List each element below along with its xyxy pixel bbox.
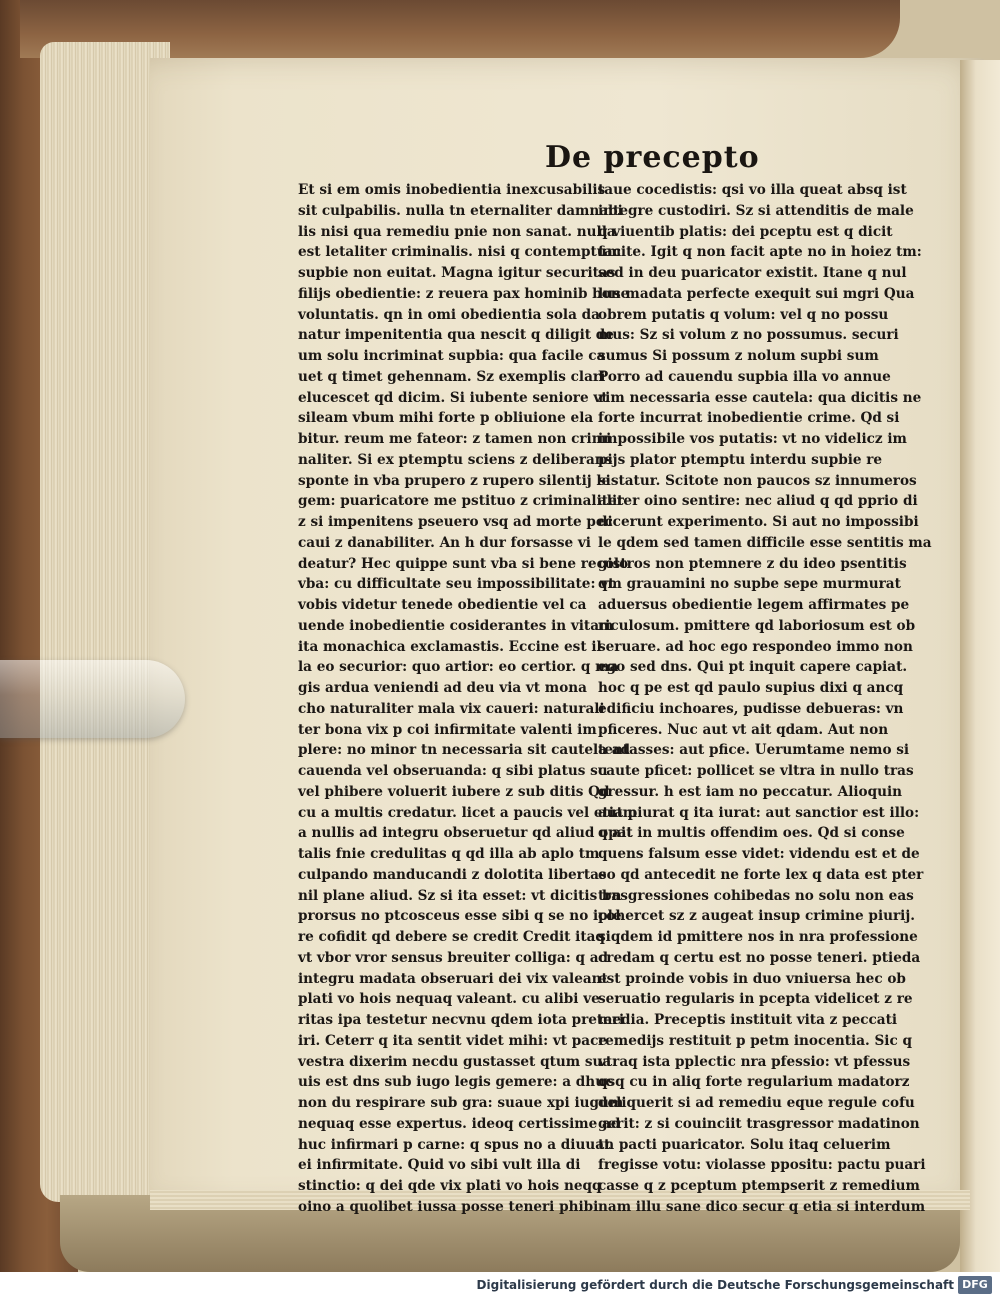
- text-line: naliter. Si ex ptemptu sciens z deliberans: [298, 451, 613, 468]
- text-line: uis est dns sub iugo legis gemere: a dhuc: [298, 1074, 614, 1091]
- text-line: non du respirare sub gra: suaue xpi iugum: [298, 1095, 624, 1111]
- text-line: sed in deu puaricator existit. Itane q nul: [598, 265, 907, 281]
- text-line: uet q timet gehennam. Sz exemplis clari: [298, 368, 606, 385]
- text-line: supbie non euitat. Magna igitur securitas: [298, 265, 616, 281]
- text-line: q viuentib platis: dei pceptu est q dicit: [598, 223, 893, 240]
- text-line: nam illu sane dico secur q etia si interdum: [598, 1198, 926, 1215]
- footer-bar: [0, 1272, 1000, 1299]
- text-line: talis fnie credulitas q qd illa ab aplo tm: [298, 846, 600, 862]
- text-line: nequaq esse expertus. ideoq certissime ad: [298, 1115, 621, 1132]
- text-line: trasgressiones cohibedas no solu non eas: [598, 887, 914, 904]
- text-line: ita monachica exclamastis. Eccine est il: [298, 638, 602, 655]
- funding-credit: Digitalisierung gefördert durch die Deutsche Forschungsgemeinschaft: [476, 1278, 954, 1292]
- text-line: casse q z pceptum ptempserit z remedium: [598, 1178, 920, 1194]
- text-line: taue cocedistis: qsi vo illa queat absq ist: [598, 182, 907, 198]
- text-line: impossibile vos putatis: vt no videlicz im: [598, 431, 907, 447]
- text-line: gressur. h est iam no peccatur. Alioquin: [598, 783, 903, 800]
- text-line: huc infirmari p carne: q spus no a diuuat: [298, 1136, 611, 1153]
- text-line: qsq cu in aliq forte regularium madatorz: [598, 1074, 910, 1091]
- text-line: lis nisi qua remediu pnie non sanat. nulla: [298, 223, 616, 240]
- text-line: vba: cu difficultate seu impossibilitate: vt: [298, 576, 615, 593]
- text-line: quens falsum esse videt: videndu est et de: [598, 846, 920, 862]
- text-line: z si impenitens pseuero vsq ad morte pec: [298, 514, 613, 530]
- text-line: caui z danabiliter. An h dur forsasse vi: [298, 534, 591, 551]
- text-line: media. Preceptis instituit vita z peccati: [598, 1012, 898, 1028]
- text-line: oino a quolibet iussa posse teneri phibi: [298, 1198, 599, 1215]
- dfg-logo: DFG: [958, 1276, 992, 1294]
- text-line: le qdem sed tamen difficile esse sentitis ma: [598, 534, 932, 551]
- text-line: sistatur. Scitote non paucos sz innumeros: [598, 472, 917, 489]
- text-line: bitur. reum me fateor: z tamen non crimi: [298, 431, 612, 447]
- text-line: vt vbor vror sensus breuiter colliga: q ad: [298, 949, 609, 966]
- text-line: riculosum. pmittere qd laboriosum est ob: [598, 617, 916, 634]
- text-line: vestra dixerim necdu gustasset qtum sua: [298, 1053, 612, 1070]
- text-line: integru madata obseruari dei vix valeant: [298, 970, 608, 987]
- text-line: seruatio regularis in pcepta videlicet z re: [598, 991, 913, 1008]
- text-line: Et si em omis inobedientia inexcusabilis: [298, 182, 606, 198]
- text-line: deliquerit si ad remediu eque regule cofu: [598, 1095, 915, 1111]
- text-line: est letaliter criminalis. nisi q contemptum: [298, 244, 622, 261]
- text-line: nil plane aliud. Sz si ita esset: vt dicitis bn: [298, 887, 622, 904]
- text-line: gerit: z si couinciit trasgressor madatinon: [598, 1115, 920, 1132]
- text-line: gis ardua veniendi ad deu via vt mona: [298, 680, 587, 696]
- text-line: caute pficet: pollicet se vltra in nullo tras: [598, 763, 914, 779]
- text-line: stinctio: q dei qde vix plati vo hois neqq: [298, 1178, 602, 1194]
- text-line: integre custodiri. Sz si attenditis de male: [598, 202, 914, 219]
- text-line: siqdem id pmittere nos in nra professione: [598, 929, 918, 945]
- text-line: a nullis ad integru obseruetur qd aliud opat: [298, 825, 633, 842]
- text-line: plati vo hois nequaq valeant. cu alibi ve: [298, 991, 600, 1008]
- text-line: cohercet sz z augeat insup crimine piurij.: [598, 908, 915, 925]
- text-line: ego sed dns. Qui pt inquit capere capiat.: [598, 659, 908, 676]
- text-line: forte incurrat inobedientie crime. Qd si: [598, 410, 900, 427]
- text-line: vtraq ista pplectic nra pfessio: vt pfessus: [598, 1053, 911, 1070]
- text-line: q ait in multis offendim oes. Qd si conse: [598, 825, 905, 842]
- text-line: filijs obedientie: z reuera pax hominib bone: [298, 285, 630, 302]
- text-line: natur impenitentia qua nescit q diligit de: [298, 327, 614, 344]
- text-line: obrem putatis q volum: vel q no possu: [598, 306, 889, 323]
- text-line: rim necessaria esse cautela: qua dicitis ne: [598, 389, 922, 406]
- text-line: voluntatis. qn in omi obedientia sola da: [298, 306, 600, 323]
- text-line: eo qd antecedit ne forte lex q data est pter: [598, 866, 924, 883]
- text-line: lus madata perfecte exequit sui mgri Qua: [598, 285, 915, 302]
- text-line: aduersus obedientie legem affirmates pe: [598, 597, 910, 613]
- text-line: tn pacti puaricator. Solu itaq celuerim: [598, 1136, 891, 1153]
- text-line: re cofidit qd debere se credit Credit itaq: [298, 929, 605, 945]
- text-line: tentasses: aut pfice. Uerumtame nemo si: [598, 742, 910, 759]
- text-column-right: [598, 180, 932, 1218]
- text-line: vobis videtur tenede obedientie vel ca: [298, 597, 587, 613]
- text-line: credam q certu est no posse teneri. ptieda: [598, 949, 921, 966]
- text-line: hoc q pe est qd paulo supius dixi q ancq: [598, 680, 904, 696]
- text-line: edificiu inchoares, pudisse debueras: vn: [598, 700, 904, 717]
- text-line: sit culpabilis. nulla tn eternaliter damnabi: [298, 202, 623, 219]
- text-line: Porro ad cauendu supbia illa vo annue: [598, 368, 891, 385]
- text-line: qm grauamini no supbe sepe murmurat: [598, 576, 901, 593]
- text-line: cu a multis credatur. licet a paucis vel etiam: [298, 804, 638, 821]
- text-line: aut piurat q ita iurat: aut sanctior est illo:: [598, 804, 920, 821]
- text-line: mus: Sz si volum z no possumus. securi: [598, 327, 899, 344]
- glass-page-weight: [0, 660, 185, 738]
- text-line: facite. Igit q non facit apte no in hoiez tm:: [598, 244, 922, 261]
- text-line: pficeres. Nuc aut vt ait qdam. Aut non: [598, 721, 889, 738]
- text-line: deatur? Hec quippe sunt vba si bene recolo: [298, 555, 629, 572]
- text-line: elucescet qd dicim. Si iubente seniore vt: [298, 389, 608, 406]
- text-line: est proinde vobis in duo vniuersa hec ob: [598, 970, 906, 987]
- text-line: sponte in vba prupero z rupero silentij le: [298, 472, 611, 489]
- text-line: vel phibere voluerit iubere z sub ditis Qd: [298, 783, 610, 800]
- text-line: cho naturaliter mala vix caueri: naturali: [298, 700, 605, 717]
- text-line: gistros non ptemnere z du ideo psentitis: [598, 555, 907, 572]
- text-line: ritas ipa testetur necvnu qdem iota preteri: [298, 1012, 625, 1028]
- text-line: prorsus no ptcosceus esse sibi q se no iple: [298, 908, 622, 925]
- text-line: remedijs restituit p petm inocentia. Sic q: [598, 1032, 912, 1049]
- text-column-left: [298, 180, 638, 1218]
- text-line: ter bona vix p coi infirmitate valenti im: [298, 721, 597, 738]
- text-line: fregisse votu: violasse ppositu: pactu puari: [598, 1157, 926, 1174]
- text-line: pijs plator ptemptu interdu supbie re: [598, 451, 883, 468]
- text-line: dicerunt experimento. Si aut no impossibi: [598, 514, 919, 530]
- text-line: seruare. ad hoc ego respondeo immo non: [598, 638, 913, 655]
- recto-page-edge: [960, 60, 1000, 1272]
- text-line: plere: no minor tn necessaria sit cautela ad: [298, 742, 631, 759]
- text-line: aliter oino sentire: nec aliud q qd pprio di: [598, 493, 918, 510]
- text-line: uende inobedientie cosiderantes in vitam: [298, 617, 614, 634]
- text-line: gem: puaricatore me pstituo z criminaliter: [298, 493, 624, 510]
- text-line: ei infirmitate. Quid vo sibi vult illa di: [298, 1157, 581, 1174]
- running-head: De precepto: [545, 140, 760, 175]
- text-line: sumus Si possum z nolum supbi sum: [598, 348, 879, 364]
- text-line: um solu incriminat supbia: qua facile ca: [298, 348, 606, 364]
- text-line: la eo securior: quo artior: eo certior. q ma: [298, 659, 619, 676]
- text-line: iri. Ceterr q ita sentit videt mihi: vt pace: [298, 1032, 607, 1049]
- text-line: cauenda vel obseruanda: q sibi platus su: [298, 763, 608, 779]
- text-line: sileam vbum mihi forte p obliuione ela: [298, 410, 594, 427]
- text-line: culpando manducandi z dolotita libertas: [298, 866, 607, 883]
